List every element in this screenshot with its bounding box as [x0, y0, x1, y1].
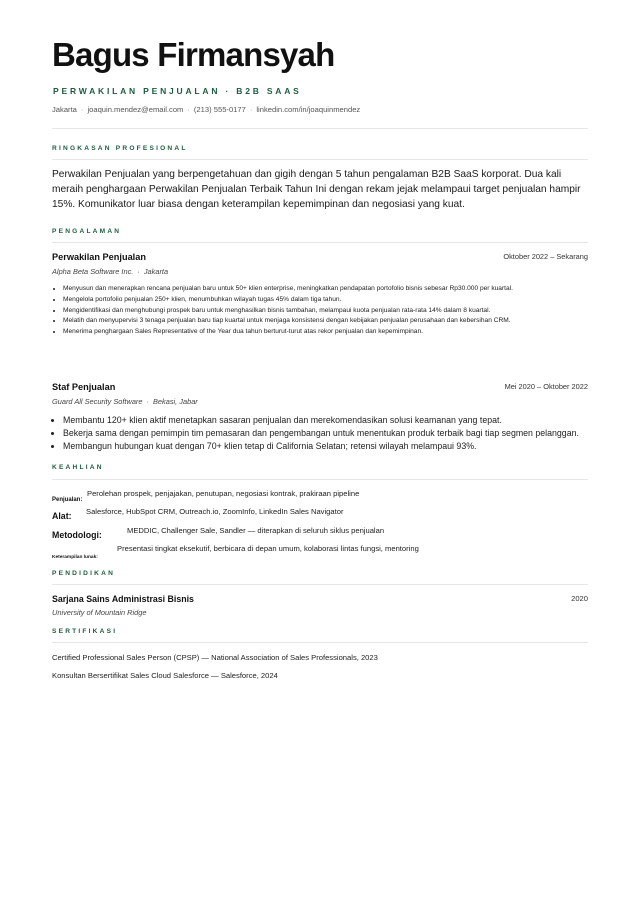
job-title: Staf Penjualan: [52, 382, 116, 392]
skill-label: Keterampilan lunak:: [52, 555, 98, 560]
certification-item: Certified Professional Sales Person (CPSP) — National Association of Sales Professionals, 2023: [52, 653, 378, 662]
contact-line: [52, 105, 360, 114]
skill-value: Salesforce, HubSpot CRM, Outreach.io, ZoomInfo, LinkedIn Sales Navigator: [86, 507, 344, 516]
divider: [52, 584, 588, 585]
skill-row: [52, 525, 588, 543]
job-company: Alpha Beta Software Inc.: [52, 267, 134, 276]
section-title-education: PENDIDIKAN: [52, 570, 116, 577]
skill-label: Alat:: [52, 511, 72, 521]
education-degree: Sarjana Sains Administrasi Bisnis: [52, 594, 194, 604]
list-item: • Mengelola portofolio penjualan 250+ klien, menumbuhkan wilayah tugas 45% dalam tiga tahun.: [63, 295, 588, 306]
certification-item: Konsultan Bersertifikat Sales Cloud Salesforce — Salesforce, 2024: [52, 671, 278, 680]
job-location: Bekasi, Jabar: [152, 397, 198, 406]
contact-email[interactable]: joaquin.mendez@email.com: [87, 105, 184, 114]
skill-row: [52, 506, 588, 524]
contact-linkedin[interactable]: linkedin.com/in/joaquinmendez: [256, 105, 361, 114]
job-location: Jakarta: [143, 267, 169, 276]
summary-text: Perwakilan Penjualan yang berpengetahuan dan gigih dengan 5 tahun pengalaman B2B SaaS korporat. Dua kali meraih penghargaan Perwakilan Penjualan Terbaik Tahun Ini dengan rekam jejak melampaui target penjualan hampir 15%. Komunikator luar biasa dengan keterampilan kepemimpinan dan negosiasi yang kuat.: [52, 169, 581, 210]
section-title-certifications: SERTIFIKASI: [52, 628, 118, 635]
section-title-experience: PENGALAMAN: [52, 228, 122, 235]
section-title-skills: KEAHLIAN: [52, 464, 104, 471]
job-company: Guard All Security Software: [52, 397, 143, 406]
list-item: • Membangun hubungan kuat dengan 70+ klien tetap di California Selatan; retensi wilayah melampaui 93%.: [63, 440, 588, 453]
section-title-summary: RINGKASAN PROFESIONAL: [52, 145, 188, 152]
job-dates: Mei 2020 – Oktober 2022: [504, 382, 588, 391]
skill-label: Metodologi:: [52, 530, 102, 540]
list-item: • Menyusun dan menerapkan rencana penjualan baru untuk 50+ klien enterprise, meningkatkan pendapatan portofolio bisnis sebesar Rp30.000 per kuartal.: [63, 284, 588, 295]
job-dates: Oktober 2022 – Sekarang: [503, 252, 588, 261]
list-item: • Bekerja sama dengan pemimpin tim pemasaran dan pengembangan untuk menentukan produk terbaik bagi tiap segmen pelanggan.: [63, 427, 588, 440]
contact-separator: ·: [187, 105, 190, 114]
company-separator: ·: [146, 397, 149, 406]
company-separator: ·: [137, 267, 140, 276]
list-item: • Membantu 120+ klien aktif menetapkan sasaran penjualan dan merekomendasikan solusi keamanan yang tepat.: [63, 414, 588, 427]
education-year: 2020: [571, 594, 588, 603]
divider: [52, 159, 588, 160]
skill-value: MEDDIC, Challenger Sale, Sandler — diterapkan di seluruh siklus penjualan: [127, 526, 385, 535]
skill-value: Presentasi tingkat eksekutif, berbicara di depan umum, kolaborasi lintas fungsi, mentoring: [117, 544, 419, 553]
contact-city: Jakarta: [52, 105, 77, 114]
skill-row: [52, 545, 588, 563]
contact-phone[interactable]: (213) 555-0177: [193, 105, 246, 114]
divider: [52, 242, 588, 243]
job-bullets: [52, 414, 588, 453]
candidate-name: Bagus Firmansyah: [52, 36, 335, 73]
divider: [52, 642, 588, 643]
contact-separator: ·: [80, 105, 84, 114]
divider: [52, 128, 588, 129]
contact-separator: ·: [249, 105, 253, 114]
job-company-line: [52, 267, 168, 276]
skill-value: Perolehan prospek, penjajakan, penutupan, negosiasi kontrak, prakiraan pipeline: [87, 489, 360, 498]
skill-label: Penjualan:: [52, 497, 83, 503]
divider: [52, 479, 588, 480]
skill-row: [52, 488, 588, 506]
list-item: • Menerima penghargaan Sales Representative of the Year dua tahun berturut-turut atas rekor penjualan dan kepemimpinan.: [63, 327, 588, 338]
list-item: • Mengidentifikasi dan menghubungi prospek baru untuk menghasilkan bisnis tambahan, melampaui kuota penjualan rata-rata 14% dalam 8 kuartal.: [63, 306, 588, 317]
list-item: • Melatih dan menyupervisi 3 tenaga penjualan baru tiap kuartal untuk menjaga konsistensi dengan kebijakan penjualan perusahaan dan kebersihan CRM.: [63, 316, 588, 327]
candidate-role: PERWAKILAN PENJUALAN · B2B SAAS: [53, 86, 302, 96]
job-company-line: [52, 397, 198, 406]
job-title: Perwakilan Penjualan: [52, 252, 146, 262]
job-bullets: [52, 284, 588, 338]
education-school: University of Mountain Ridge: [52, 608, 147, 617]
